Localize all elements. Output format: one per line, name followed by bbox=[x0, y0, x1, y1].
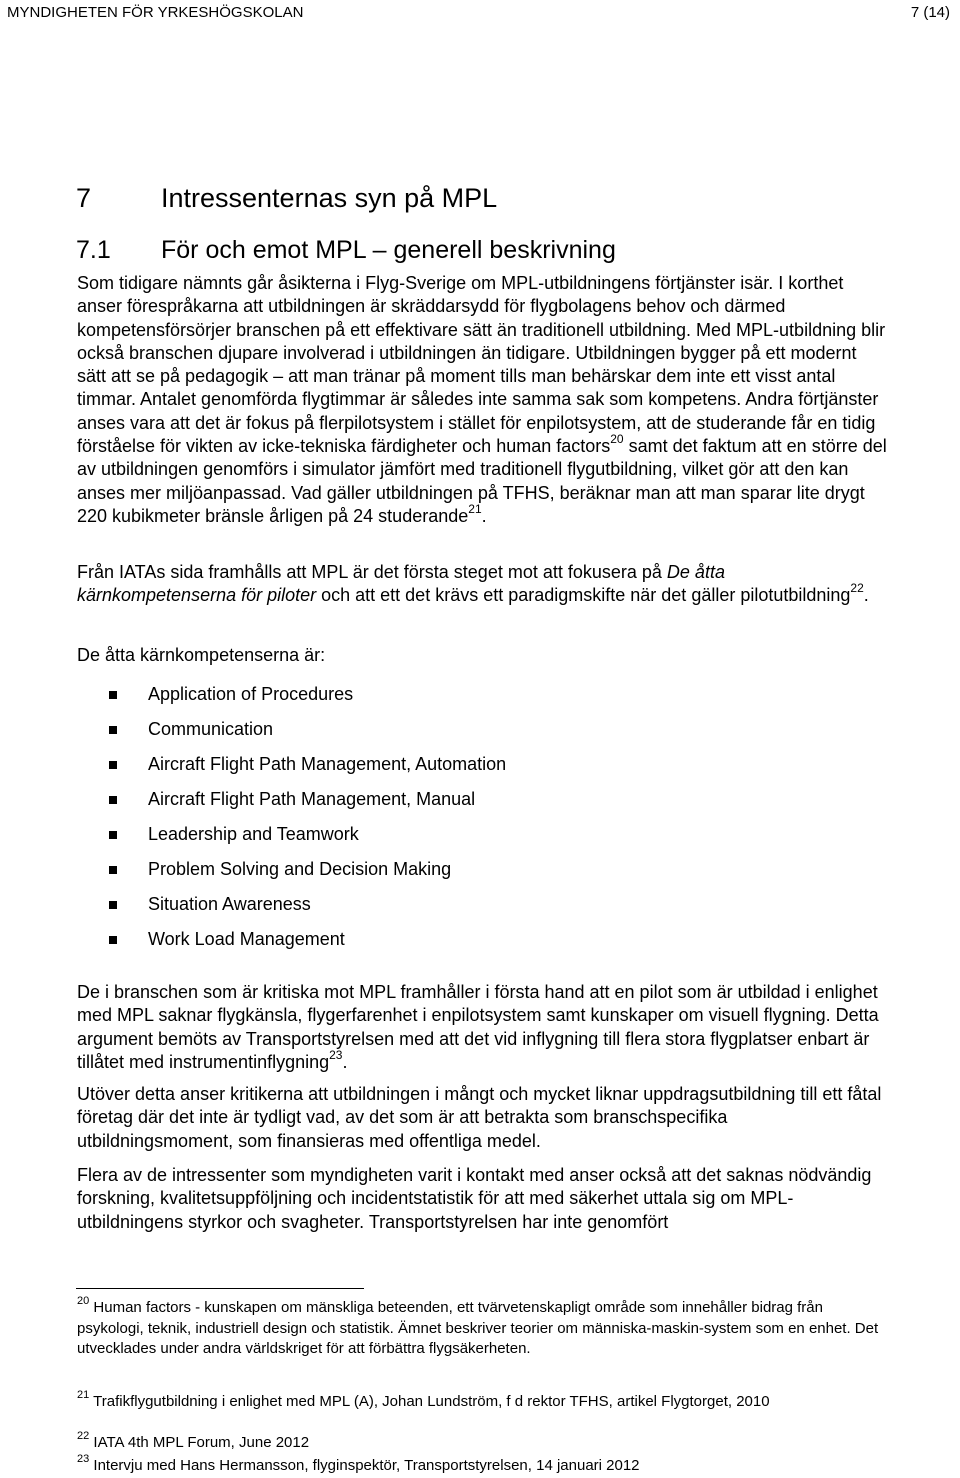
bullet-icon bbox=[109, 726, 117, 734]
list-item-label: Aircraft Flight Path Management, Manual bbox=[148, 789, 476, 809]
footnote-number: 22 bbox=[77, 1430, 90, 1442]
subsection-number: 7.1 bbox=[76, 236, 111, 264]
paragraph-3: De åtta kärnkompetenserna är: bbox=[77, 645, 326, 665]
footnote-23 bbox=[77, 1453, 887, 1477]
footnote-21 bbox=[77, 1389, 887, 1413]
list-item-label: Communication bbox=[148, 719, 274, 739]
competency-list bbox=[109, 677, 506, 957]
list-item-label: Problem Solving and Decision Making bbox=[148, 859, 452, 879]
list-item bbox=[109, 817, 506, 852]
bullet-icon bbox=[109, 901, 117, 909]
bullet-icon bbox=[109, 761, 117, 769]
list-item-label: Aircraft Flight Path Management, Automation bbox=[148, 754, 507, 774]
subsection-heading bbox=[76, 236, 616, 265]
list-item bbox=[109, 922, 506, 957]
page-number: 7 (14) bbox=[910, 4, 950, 21]
bullet-icon bbox=[109, 691, 117, 699]
list-item bbox=[109, 887, 506, 922]
emphasis-text: De åtta kärnkompetenserna för piloter bbox=[77, 562, 725, 606]
footnote-22 bbox=[77, 1430, 887, 1454]
list-item bbox=[109, 677, 506, 712]
paragraph-text: och att ett det krävs ett paradigmskifte när det gäller pilotutbildning bbox=[316, 585, 851, 606]
paragraph-text: . bbox=[342, 1051, 348, 1072]
list-item bbox=[109, 782, 506, 817]
bullet-icon bbox=[109, 831, 117, 839]
list-item bbox=[109, 712, 506, 747]
paragraph-text: . bbox=[863, 585, 869, 606]
header-org-name: MYNDIGHETEN FÖR YRKESHÖGSKOLAN bbox=[7, 4, 304, 21]
paragraph-5: Utöver detta anser kritikerna att utbildningen i mångt och mycket liknar uppdragsutbildning till ett fåtal företag där det inte är tydligt vad, av det som är att betrakta som branschspecifika utbildningsmoment, som finansieras med offentliga medel. bbox=[77, 1084, 882, 1151]
footnote-text: Human factors - kunskapen om mänskliga beteenden, ett tvärvetenskapligt område som innehåller bidrag från psykologi, teknik, industriell design och statistik. Ämnet beskriver teorier om människa-maskin-system som en enhet. Det utvecklades under andra världskriget för att förbättra flygsäkerheten. bbox=[77, 1299, 879, 1357]
paragraph-text: De i branschen som är kritiska mot MPL framhåller i första hand att en pilot som är utbildad i enlighet med MPL saknar flygkänsla, flygerfarenhet i enpilotsystem samt kunskaper om visuell flygning. Detta argument bemöts av Transportstyrelsen med att det vid inflygning till flera stora flygplatser enbart är tillåtet med instrumentinflygning bbox=[77, 982, 879, 1072]
footnote-20 bbox=[77, 1295, 887, 1360]
list-item bbox=[109, 747, 506, 782]
list-item-label: Application of Procedures bbox=[148, 684, 354, 704]
section-number: 7 bbox=[76, 183, 92, 213]
footnote-number: 23 bbox=[77, 1453, 90, 1465]
paragraph-text: samt det faktum att en större del av utbildningen genomförs i simulator jämfört med traditionell flygutbildning, vilket gör att den kan anses mer miljöanpassad. Vad gäller utbildningen på TFHS, beräknar man att man sparar lite drygt 220 kubikmeter bränsle årligen på 24 studerande bbox=[77, 436, 887, 526]
footnote-ref-20: 20 bbox=[610, 432, 624, 447]
footnote-number: 20 bbox=[77, 1295, 90, 1307]
paragraph-2 bbox=[77, 561, 887, 608]
paragraph-1 bbox=[77, 272, 887, 528]
paragraph-text: . bbox=[481, 505, 487, 526]
paragraph-text: Som tidigare nämnts går åsikterna i Flyg-Sverige om MPL-utbildningens förtjänster isär. I korthet anser förespråkarna att utbildningen är skräddarsydd för flygbolagens behov och därmed kompetensförsörjer branschen på ett effektivare sätt än traditionell utbildning. Med MPL-utbildning blir också branschen djupare involverad i utbildningen än tidigare. Utbildningen bygger på ett modernt sätt att se på pedagogik – att man tränar på moment tills man behärskar dem inte ett visst antal timmar. Antalet genomförda flygtimmar är således inte samma sak som kompetens. Andra förtjänster anses vara att det är fokus på flerpilotsystem i stället för enpilotsystem, att de studerande får en tidig förståelse för vikten av icke-tekniska färdigheter och human factors bbox=[77, 273, 886, 457]
section-title: Intressenternas syn på MPL bbox=[161, 183, 498, 213]
footnote-text: IATA 4th MPL Forum, June 2012 bbox=[89, 1434, 310, 1451]
footnote-text: Intervju med Hans Hermansson, flyginspektör, Transportstyrelsen, 14 januari 2012 bbox=[89, 1457, 640, 1474]
paragraph-6: Flera av de intressenter som myndigheten varit i kontakt med anser också att det saknas nödvändig forskning, kvalitetsuppföljning och incidentstatistik för att med säkerhet uttala sig om MPL-utbildningens styrkor och svagheter. Transportstyrelsen har inte genomfört bbox=[77, 1165, 872, 1232]
list-item-label: Situation Awareness bbox=[148, 894, 311, 914]
footnote-ref-23: 23 bbox=[329, 1047, 343, 1062]
list-item-label: Work Load Management bbox=[148, 929, 345, 949]
paragraph-text: Från IATAs sida framhålls att MPL är det första steget mot att fokusera på bbox=[77, 562, 667, 582]
section-heading bbox=[76, 183, 497, 214]
list-item bbox=[109, 852, 506, 887]
bullet-icon bbox=[109, 866, 117, 874]
bullet-icon bbox=[109, 796, 117, 804]
page-header bbox=[7, 4, 950, 21]
footnote-divider bbox=[76, 1288, 364, 1289]
footnote-text: Trafikflygutbildning i enlighet med MPL (A), Johan Lundström, f d rektor TFHS, artikel Flygtorget, 2010 bbox=[89, 1393, 770, 1410]
subsection-title: För och emot MPL – generell beskrivning bbox=[161, 236, 616, 264]
footnote-ref-21: 21 bbox=[468, 501, 482, 516]
list-item-label: Leadership and Teamwork bbox=[148, 824, 359, 844]
footnote-number: 21 bbox=[77, 1389, 90, 1401]
footnote-ref-22: 22 bbox=[850, 581, 864, 596]
bullet-icon bbox=[109, 936, 117, 944]
paragraph-4 bbox=[77, 981, 887, 1074]
